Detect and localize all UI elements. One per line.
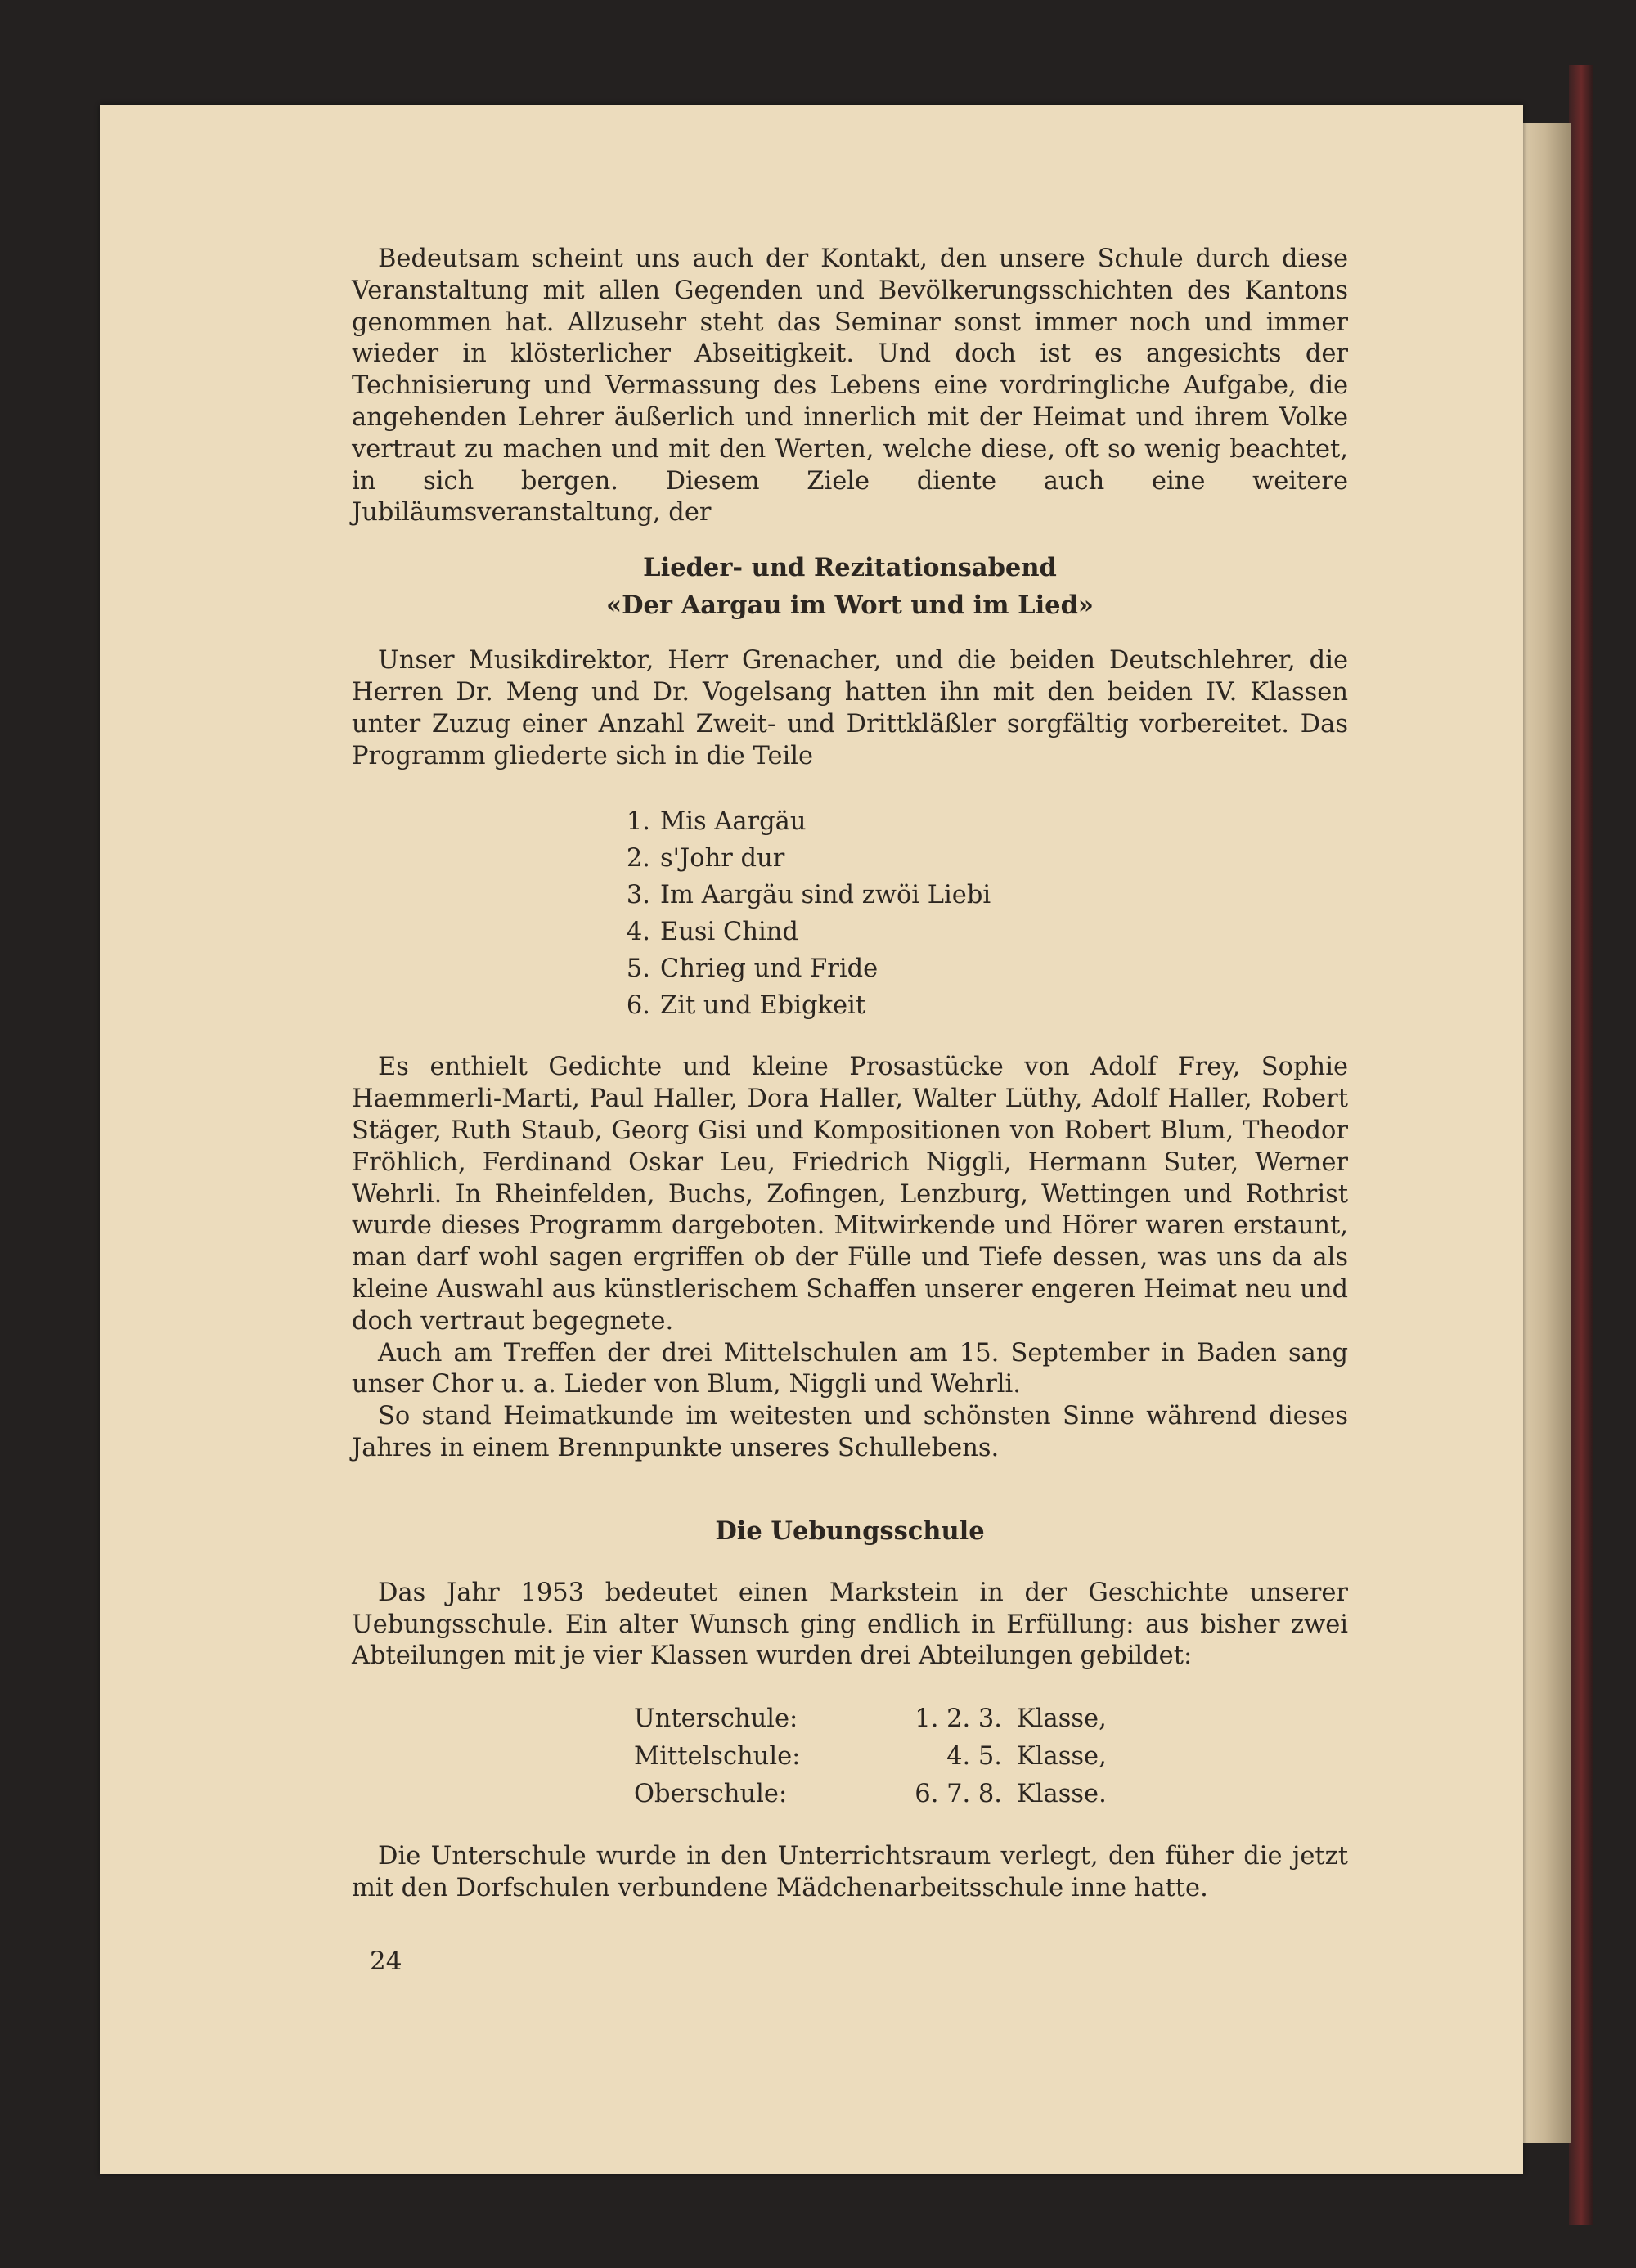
klassen-row	[634, 1700, 1107, 1738]
klassen-numbers: 1. 2. 3.	[915, 1704, 1002, 1734]
page-text	[352, 244, 1348, 1905]
program-item-number: 4.	[626, 918, 650, 947]
program-item-title: s'Johr dur	[660, 844, 785, 874]
program-item	[618, 840, 1614, 877]
klassen-label: Oberschule:	[634, 1780, 788, 1809]
klassen-suffix: Klasse.	[1017, 1780, 1107, 1809]
program-item-title: Chrieg und Fride	[660, 954, 879, 984]
klassen-label: Unterschule:	[634, 1704, 798, 1734]
program-item	[618, 914, 1614, 950]
klassen-row	[634, 1738, 1107, 1776]
program-item-number: 2.	[626, 844, 650, 874]
heading-uebungsschule: Die Uebungsschule	[715, 1516, 985, 1546]
paragraph-baden: Auch am Treffen der drei Mittelschulen am 15. September in Baden sang unser Chor u. a. Lieder von Blum, Niggli und Wehrli.	[352, 1338, 1348, 1399]
klassen-row	[634, 1776, 1107, 1813]
program-item-number: 6.	[626, 991, 650, 1021]
program-item-title: Im Aargäu sind zwöi Liebi	[660, 881, 991, 910]
klassen-numbers: 4. 5.	[946, 1742, 1002, 1772]
program-list	[618, 803, 1614, 1024]
page-number: 24	[370, 1947, 402, 1976]
lieder-heading-block	[352, 549, 1348, 624]
program-item-title: Zit und Ebigkeit	[660, 991, 866, 1021]
paragraph-heimatkunde: So stand Heimatkunde im weitesten und schönsten Sinne während dieses Jahres in einem Brennpunkte unseres Schullebens.	[352, 1402, 1348, 1462]
program-item	[618, 987, 1614, 1024]
program-item	[618, 803, 1614, 840]
program-item	[618, 950, 1614, 987]
book-spine-edge	[1569, 65, 1593, 2225]
paragraph-intro: Bedeutsam scheint uns auch der Kontakt, den unsere Schule durch diese Veranstaltung mit allen Gegenden und Bevölkerungsschichten des Kantons genommen hat. Allzusehr steht das Seminar sonst immer noch und immer wieder in klösterlicher Abseitigkeit. Und doch ist es angesichts der Technisierung und Vermassung des Lebens eine vordringliche Aufgabe, die angehenden Lehrer äußerlich und innerlich mit der Heimat und ihrem Volke vertraut zu machen und mit den Werten, welche diese, oft so wenig beachtet, in sich bergen. Diesem Ziele diente auch eine weitere Jubiläumsveranstaltung, der	[352, 245, 1348, 528]
program-item-number: 1.	[626, 807, 650, 837]
klassen-table	[634, 1700, 1107, 1813]
klassen-suffix: Klasse,	[1017, 1742, 1107, 1772]
paragraph-music: Unser Musikdirektor, Herr Grenacher, und die beiden Deutschlehrer, die Herren Dr. Meng und Dr. Vogelsang hatten ihn mit den beiden IV. Klassen unter Zuzug einer Anzahl Zweit- und Drittkläßler sorgfältig vorbereitet. Das Programm gliederte sich in die Teile	[352, 646, 1348, 770]
paragraph-unterschule: Die Unterschule wurde in den Unterrichtsraum verlegt, den füher die jetzt mit den Dorfschulen verbundene Mädchenarbeitsschule inne hatte.	[352, 1842, 1348, 1902]
klassen-numbers: 6. 7. 8.	[915, 1780, 1002, 1809]
program-item-title: Eusi Chind	[660, 918, 798, 947]
program-item-title: Mis Aargäu	[660, 807, 807, 837]
program-item-number: 5.	[626, 954, 650, 984]
heading-lieder-title: Lieder- und Rezitationsabend	[643, 553, 1057, 583]
program-item-number: 3.	[626, 881, 650, 910]
klassen-suffix: Klasse,	[1017, 1704, 1107, 1734]
heading-lieder-subtitle: «Der Aargau im Wort und im Lied»	[606, 591, 1094, 621]
klassen-label: Mittelschule:	[634, 1742, 801, 1772]
paragraph-authors: Es enthielt Gedichte und kleine Prosastücke von Adolf Frey, Sophie Haemmerli-Marti, Paul Haller, Dora Haller, Walter Lüthy, Adolf Haller, Robert Stäger, Ruth Staub, Georg Gisi und Kompositionen von Robert Blum, Theodor Fröhlich, Ferdinand Oskar Leu, Friedrich Niggli, Hermann Suter, Werner Wehrli. In Rheinfelden, Buchs, Zofingen, Lenzburg, Wettingen und Rothrist wurde dieses Programm dargeboten. Mitwirkende und Hörer waren erstaunt, man darf wohl sagen ergriffen ob der Fülle und Tiefe dessen, was uns da als kleine Auswahl aus künstlerischem Schaffen unserer engeren Heimat neu und doch vertraut begegnete.	[352, 1053, 1348, 1336]
program-item	[618, 877, 1614, 914]
paragraph-uebung-1953: Das Jahr 1953 bedeutet einen Markstein in der Geschichte unserer Uebungsschule. Ein alter Wunsch ging endlich in Erfüllung: aus bisher zwei Abteilungen mit je vier Klassen wurden drei Abteilungen gebildet:	[352, 1578, 1348, 1671]
